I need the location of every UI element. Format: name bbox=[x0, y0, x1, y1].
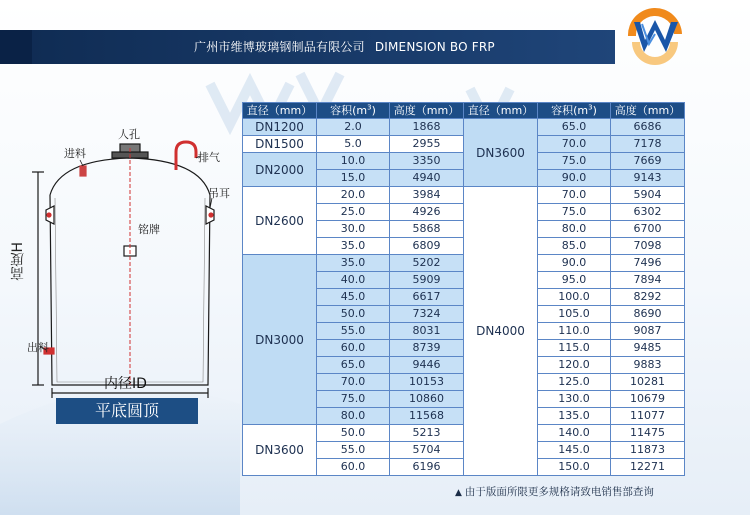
volume-cell: 75.0 bbox=[538, 153, 611, 170]
height-cell: 6700 bbox=[611, 221, 685, 238]
height-cell: 7496 bbox=[611, 255, 685, 272]
height-cell: 8292 bbox=[611, 289, 685, 306]
volume-cell: 35.0 bbox=[317, 238, 390, 255]
table-header-row bbox=[243, 103, 685, 119]
lifting-lug-label: 吊耳 bbox=[208, 187, 230, 200]
volume-cell: 100.0 bbox=[538, 289, 611, 306]
diameter-cell: DN2600 bbox=[243, 187, 317, 255]
height-label: 高度H bbox=[10, 242, 26, 281]
height-cell: 6686 bbox=[611, 119, 685, 136]
volume-cell: 80.0 bbox=[538, 221, 611, 238]
height-cell: 5202 bbox=[390, 255, 464, 272]
height-cell: 9143 bbox=[611, 170, 685, 187]
height-cell: 9883 bbox=[611, 357, 685, 374]
volume-cell: 30.0 bbox=[317, 221, 390, 238]
volume-cell: 50.0 bbox=[317, 425, 390, 442]
height-cell: 9446 bbox=[390, 357, 464, 374]
triangle-up-icon: ▲ bbox=[455, 488, 462, 498]
height-cell: 9485 bbox=[611, 340, 685, 357]
volume-cell: 70.0 bbox=[538, 136, 611, 153]
diameter-cell: DN3000 bbox=[243, 255, 317, 425]
company-name-cn: 广州市维博玻璃钢制品有限公司 bbox=[194, 40, 365, 54]
height-cell: 2955 bbox=[390, 136, 464, 153]
company-name-en: DIMENSION BO FRP bbox=[374, 40, 495, 54]
height-cell: 11568 bbox=[390, 408, 464, 425]
height-cell: 11077 bbox=[611, 408, 685, 425]
vent-label: 排气 bbox=[198, 151, 220, 164]
tank-diagram bbox=[0, 100, 240, 420]
height-cell: 3984 bbox=[390, 187, 464, 204]
volume-cell: 25.0 bbox=[317, 204, 390, 221]
footnote-text: 由于版面所限更多规格请致电销售部查询 bbox=[464, 486, 654, 498]
volume-cell: 65.0 bbox=[538, 119, 611, 136]
nameplate-label: 铭牌 bbox=[138, 223, 160, 236]
volume-cell: 110.0 bbox=[538, 323, 611, 340]
volume-cell: 80.0 bbox=[317, 408, 390, 425]
height-cell: 5904 bbox=[611, 187, 685, 204]
diameter-cell: DN2000 bbox=[243, 153, 317, 187]
header-title bbox=[194, 39, 495, 55]
wb-logo-icon bbox=[622, 6, 688, 66]
height-cell: 7098 bbox=[611, 238, 685, 255]
diameter-cell: DN1200 bbox=[243, 119, 317, 136]
volume-cell: 55.0 bbox=[317, 442, 390, 459]
header-height-left: 高度（mm） bbox=[390, 103, 464, 119]
volume-cell: 5.0 bbox=[317, 136, 390, 153]
height-cell: 6196 bbox=[390, 459, 464, 476]
height-cell: 7669 bbox=[611, 153, 685, 170]
height-cell: 5213 bbox=[390, 425, 464, 442]
volume-cell: 65.0 bbox=[317, 357, 390, 374]
header-volume-right: 容积$(m^3)$ bbox=[538, 103, 611, 119]
height-cell: 9087 bbox=[611, 323, 685, 340]
height-cell: 7894 bbox=[611, 272, 685, 289]
height-cell: 5909 bbox=[390, 272, 464, 289]
spec-table-body bbox=[243, 119, 685, 476]
volume-cell: 50.0 bbox=[317, 306, 390, 323]
volume-cell: 75.0 bbox=[317, 391, 390, 408]
volume-cell: 115.0 bbox=[538, 340, 611, 357]
tank-type-caption: 平底圆顶 bbox=[56, 398, 198, 424]
volume-cell: 15.0 bbox=[317, 170, 390, 187]
diameter-cell: DN3600 bbox=[243, 425, 317, 476]
volume-cell: 145.0 bbox=[538, 442, 611, 459]
table-row bbox=[243, 187, 685, 204]
volume-cell: 105.0 bbox=[538, 306, 611, 323]
volume-cell: 40.0 bbox=[317, 272, 390, 289]
header-height-right: 高度（mm） bbox=[611, 103, 685, 119]
inner-diameter-label: 内径ID bbox=[104, 376, 147, 392]
height-cell: 10679 bbox=[611, 391, 685, 408]
volume-cell: 35.0 bbox=[317, 255, 390, 272]
volume-cell: 120.0 bbox=[538, 357, 611, 374]
footnote bbox=[455, 484, 654, 499]
height-cell: 8739 bbox=[390, 340, 464, 357]
height-cell: 11475 bbox=[611, 425, 685, 442]
volume-cell: 70.0 bbox=[538, 187, 611, 204]
height-cell: 6809 bbox=[390, 238, 464, 255]
height-cell: 6617 bbox=[390, 289, 464, 306]
volume-cell: 90.0 bbox=[538, 255, 611, 272]
volume-cell: 20.0 bbox=[317, 187, 390, 204]
inlet-label: 进料 bbox=[64, 147, 86, 160]
height-cell: 5704 bbox=[390, 442, 464, 459]
volume-cell: 150.0 bbox=[538, 459, 611, 476]
height-cell: 6302 bbox=[611, 204, 685, 221]
outlet-label: 出料 bbox=[27, 341, 49, 354]
volume-cell: 125.0 bbox=[538, 374, 611, 391]
height-cell: 7178 bbox=[611, 136, 685, 153]
volume-cell: 55.0 bbox=[317, 323, 390, 340]
manhole-label: 人孔 bbox=[118, 128, 140, 141]
height-cell: 1868 bbox=[390, 119, 464, 136]
volume-cell: 85.0 bbox=[538, 238, 611, 255]
header-volume-left: 容积$(m^3)$ bbox=[317, 103, 390, 119]
volume-cell: 60.0 bbox=[317, 459, 390, 476]
header-diameter-right: 直径（mm） bbox=[464, 103, 538, 119]
table-row bbox=[243, 119, 685, 136]
volume-cell: 10.0 bbox=[317, 153, 390, 170]
volume-cell: 95.0 bbox=[538, 272, 611, 289]
height-cell: 5868 bbox=[390, 221, 464, 238]
volume-cell: 70.0 bbox=[317, 374, 390, 391]
height-cell: 4940 bbox=[390, 170, 464, 187]
volume-cell: 90.0 bbox=[538, 170, 611, 187]
header-accent bbox=[0, 30, 32, 64]
volume-cell: 140.0 bbox=[538, 425, 611, 442]
diameter-cell: DN1500 bbox=[243, 136, 317, 153]
volume-cell: 2.0 bbox=[317, 119, 390, 136]
header-diameter-left: 直径（mm） bbox=[243, 103, 317, 119]
volume-cell: 135.0 bbox=[538, 408, 611, 425]
height-cell: 4926 bbox=[390, 204, 464, 221]
height-cell: 10860 bbox=[390, 391, 464, 408]
diameter-cell: DN4000 bbox=[464, 187, 538, 476]
diameter-cell: DN3600 bbox=[464, 119, 538, 187]
height-cell: 7324 bbox=[390, 306, 464, 323]
height-cell: 10153 bbox=[390, 374, 464, 391]
height-cell: 12271 bbox=[611, 459, 685, 476]
height-cell: 11873 bbox=[611, 442, 685, 459]
height-cell: 8031 bbox=[390, 323, 464, 340]
volume-cell: 130.0 bbox=[538, 391, 611, 408]
tank-drawing bbox=[0, 100, 240, 420]
height-cell: 10281 bbox=[611, 374, 685, 391]
spec-table bbox=[242, 102, 685, 476]
volume-cell: 60.0 bbox=[317, 340, 390, 357]
volume-cell: 45.0 bbox=[317, 289, 390, 306]
height-cell: 3350 bbox=[390, 153, 464, 170]
volume-cell: 75.0 bbox=[538, 204, 611, 221]
height-cell: 8690 bbox=[611, 306, 685, 323]
